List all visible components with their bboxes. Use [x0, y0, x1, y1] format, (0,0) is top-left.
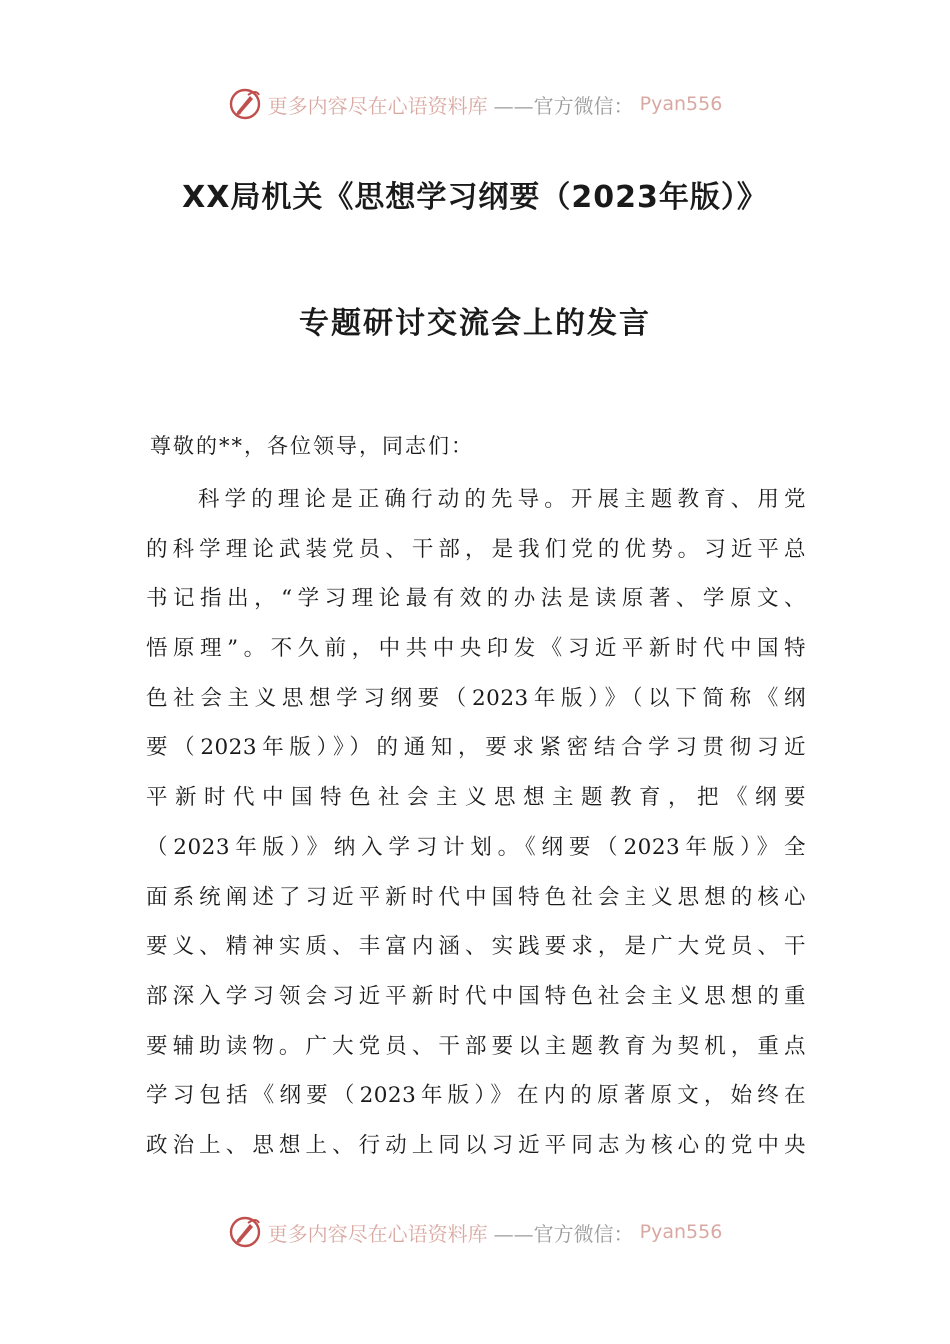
body-line: 悟原理”。不久前，中共中央印发《习近平新时代中国特: [146, 636, 806, 662]
body-line: 部深入学习领会习近平新时代中国特色社会主义思想的重: [146, 983, 806, 1009]
body-line: 要辅助读物。广大党员、干部要以主题教育为契机，重点: [146, 1033, 806, 1059]
body-line: 的科学理论武装党员、干部，是我们党的优势。习近平总: [146, 536, 806, 562]
body-line: 平新时代中国特色社会主义思想主题教育，把《纲要: [146, 785, 806, 811]
footer-watermark: [0, 1212, 950, 1252]
watermark-main-text: 更多内容尽在心语资料库: [267, 93, 488, 118]
pen-logo-icon: [228, 1215, 262, 1249]
body-line: 科学的理论是正确行动的先导。开展主题教育、用党: [198, 487, 806, 512]
body-line: （2023年版）》纳入学习计划。《纲要（2023年版）》全: [146, 834, 806, 860]
document-title: XX局机关《思想学习纲要（2023年版）》: [182, 180, 768, 215]
greeting: 尊敬的**，各位领导，同志们：: [150, 434, 474, 458]
body-line: 色社会主义思想学习纲要（2023年版）》（以下简称《纲: [146, 685, 806, 711]
watermark-sub-text: ——官方微信：: [493, 93, 634, 118]
body-line: 要（2023年版）》）的通知，要求紧密结合学习贯彻习近: [146, 735, 806, 761]
body-line: 书记指出，“学习理论最有效的办法是读原著、学原文、: [146, 586, 806, 612]
header-watermark: [0, 84, 950, 124]
document-subtitle: 专题研讨交流会上的发言: [299, 306, 651, 341]
watermark-wechat-id: Pyan556: [639, 1221, 723, 1243]
watermark-sub-text: ——官方微信：: [493, 1221, 634, 1246]
pen-logo-icon: [228, 87, 262, 121]
watermark-main-text: 更多内容尽在心语资料库: [267, 1221, 488, 1246]
watermark-wechat-id: Pyan556: [639, 93, 723, 115]
body-paragraph: [146, 480, 806, 1176]
body-line: 政治上、思想上、行动上同以习近平同志为核心的党中央: [146, 1132, 806, 1158]
body-line: 要义、精神实质、丰富内涵、实践要求，是广大党员、干: [146, 934, 806, 960]
body-line: 面系统阐述了习近平新时代中国特色社会主义思想的核心: [146, 884, 806, 910]
body-line: 学习包括《纲要（2023年版）》在内的原著原文，始终在: [146, 1083, 806, 1109]
